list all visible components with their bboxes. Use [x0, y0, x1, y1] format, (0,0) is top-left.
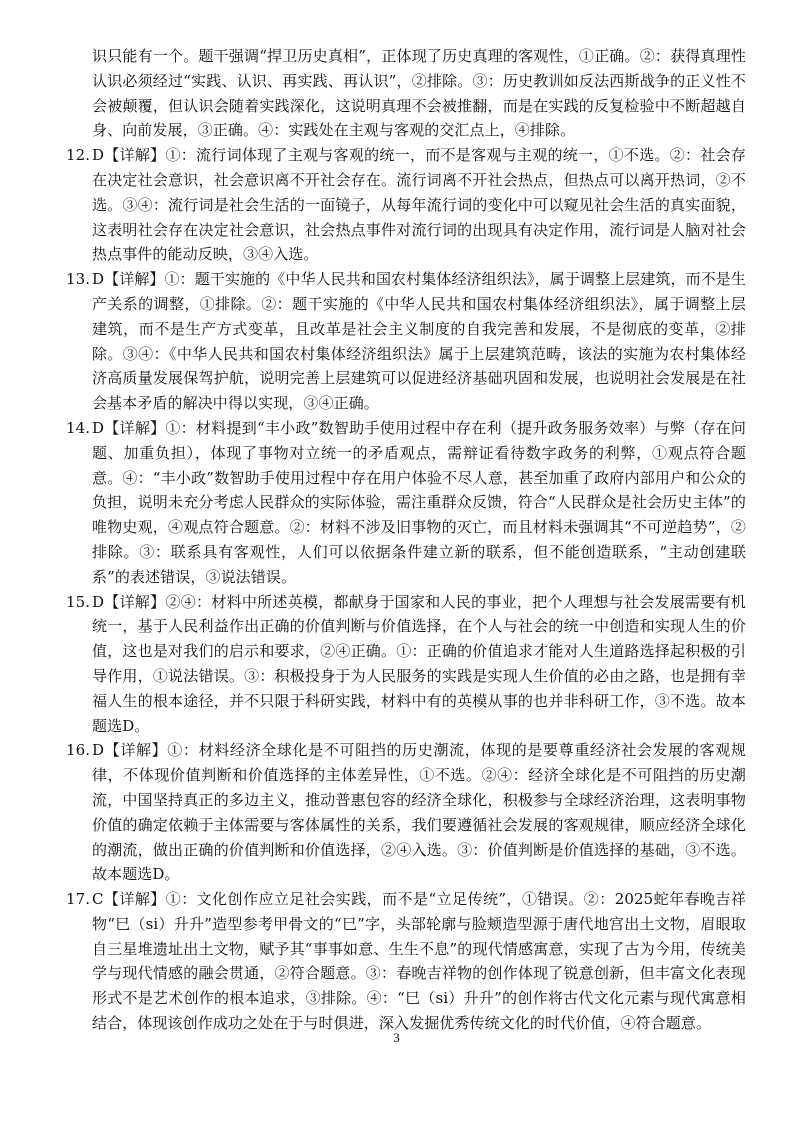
- answer-text: D【详解】①：材料经济全球化是不可阻挡的历史潮流，体现的是要尊重经济社会发展的客观规律，不体现价值判断和价值选择的主体差异性，①不选。②④：经济全球化是不可阻挡的历史潮流，中国坚持真正的多边主义，推动普惠包容的经济全球化，积极参与全球经济治理，这表明事物价值的确定依赖于主体需要与客体属性的关系，我们要遵循社会发展的客观规律，顺应经济全球化的潮流，做出正确的价值判断和价值选择，②④入选。③：价值判断是价值选择的基础，③不选。故本题选D。: [92, 741, 746, 884]
- answer-text: D【详解】②④：材料中所述英模，都献身于国家和人民的事业，把个人理想与社会发展需要有机统一，基于人民利益作出正确的价值判断与价值选择，在个人与社会的统一中创造和实现人生的价值，这也是对我们的启示和要求，②④正确。①：正确的价值追求才能对人生道路选择起积极的引导作用，①说法错误。③：积极投身于为人民服务的实践是实现人生价值的必由之路，也是拥有幸福人生的根本途径，并不只限于科研实践，材料中有的英模从事的也并非科研工作，③不选。故本题选D。: [92, 592, 746, 735]
- question-number: 14.: [66, 418, 91, 437]
- question-number: 15.: [66, 592, 91, 611]
- answer-item-12: [66, 143, 746, 267]
- question-number: 17.: [66, 890, 91, 909]
- answer-item-16: [66, 738, 746, 887]
- question-number: 12.: [66, 146, 91, 165]
- answer-text: C【详解】①：文化创作应立足社会实践，而不是“立足传统”，①错误。②：2025蛇年春晚吉祥物“巳（si）升升”造型参考甲骨文的“巳”字，头部轮廓与脸颊造型源于唐代地宫出土文物，眉眼取自三星堆遗址出土文物，赋予其“事事如意、生生不息”的现代情感寓意，实现了古为今用，传统美学与现代情感的融会贯通，②符合题意。③：春晚吉祥物的创作体现了锐意创新，但丰富文化表现形式不是艺术创作的根本追求，③排除。④：“巳（si）升升”的创作将古代文化元素与现代寓意相结合，体现该创作成功之处在于与时俱进，深入发掘优秀传统文化的时代价值，④符合题意。: [92, 890, 746, 1033]
- answer-item-15: [66, 590, 746, 739]
- question-number: 16.: [66, 741, 91, 760]
- answer-text: D【详解】①：题干实施的《中华人民共和国农村集体经济组织法》，属于调整上层建筑，而不是生产关系的调整，①排除。②：题干实施的《中华人民共和国农村集体经济组织法》，属于调整上层建筑，而不是生产方式变革，且改革是社会主义制度的自我完善和发展，不是彻底的变革，②排除。③④：《中华人民共和国农村集体经济组织法》属于上层建筑范畴，该法的实施为农村集体经济高质量发展保驾护航，说明完善上层建筑可以促进经济基础巩固和发展，也说明社会发展是在社会基本矛盾的解决中得以实现，③④正确。: [92, 270, 746, 413]
- answer-item-17: [66, 887, 746, 1036]
- answer-item-13: [66, 267, 746, 416]
- answer-text: D【详解】①：流行词体现了主观与客观的统一，而不是客观与主观的统一，①不选。②：社会存在决定社会意识，社会意识离不开社会存在。流行词离不开社会热点，但热点可以离开热词，②不选。③④：流行词是社会生活的一面镜子，从每年流行词的变化中可以窥见社会生活的真实面貌，这表明社会存在决定社会意识，社会热点事件对流行词的出现具有决定作用，流行词是人脑对社会热点事件的能动反映，③④入选。: [92, 146, 746, 264]
- page-number: 3: [393, 1030, 400, 1045]
- question-number: 13.: [66, 270, 91, 289]
- answer-item-14: [66, 416, 746, 590]
- answer-text: D【详解】①：材料提到“丰小政”数智助手使用过程中存在利（提升政务服务效率）与弊（存在问题、加重负担），体现了事物对立统一的矛盾观点，需辩证看待数字政务的利弊，①观点符合题意。④：“丰小政”数智助手使用过程中存在用户体验不尽人意，甚至加重了政府内部用户和公众的负担，说明未充分考虑人民群众的实际体验，需注重群众反馈，符合“人民群众是社会历史主体”的唯物史观，④观点符合题意。②：材料不涉及旧事物的灭亡，而且材料未强调其“不可逆趋势”，②排除。③：联系具有客观性，人们可以依据条件建立新的联系，但不能创造联系，“主动创建联系”的表述错误，③说法错误。: [92, 418, 746, 586]
- answer-explanations: [66, 44, 746, 1036]
- continued-paragraph: 识只能有一个。题干强调“捍卫历史真相”，正体现了历史真理的客观性，①正确。②：获得真理性认识必须经过“实践、认识、再实践、再认识”，②排除。③：历史教训如反法西斯战争的正义性不会被颠覆，但认识会随着实践深化，这说明真理不会被推翻，而是在实践的反复检验中不断超越自身、向前发展，③正确。④：实践处在主观与客观的交汇点上，④排除。: [92, 47, 746, 140]
